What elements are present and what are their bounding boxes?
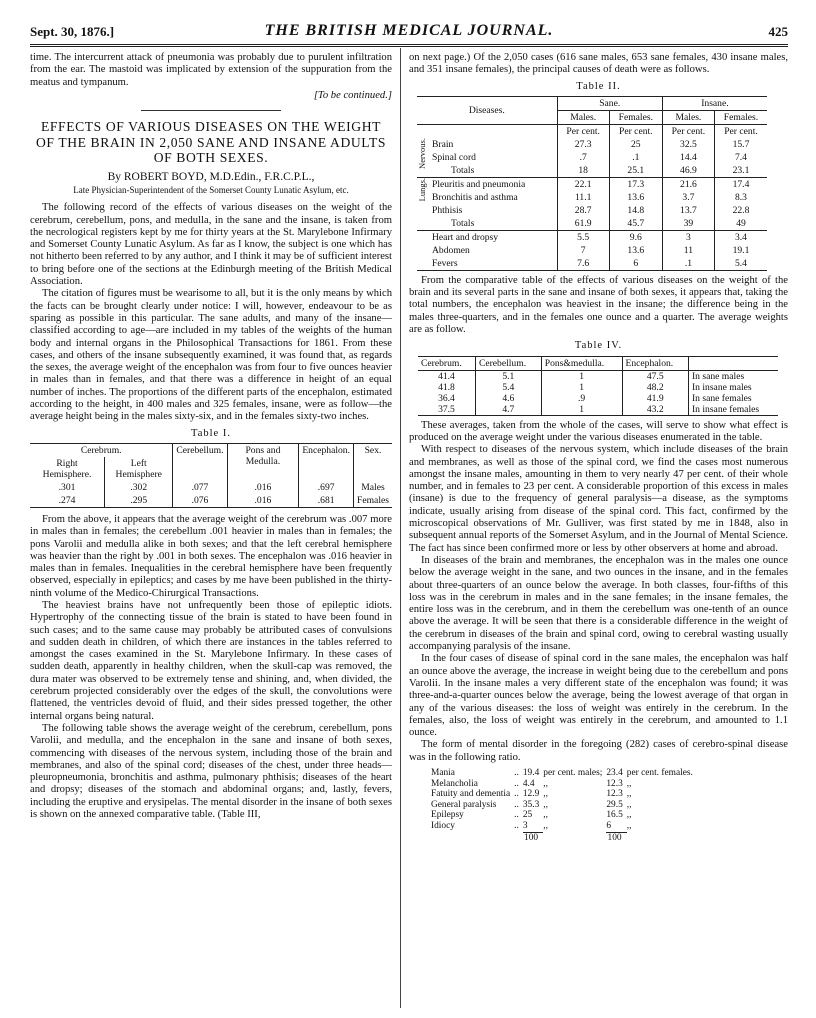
continued-paragraph: time. The intercurrent attack of pneumonia was probably due to purulent infiltration from the ear. The mastoid was implicated by extension of the suppuration from the meatus and tympanum. (30, 52, 392, 88)
table-header: Females. (714, 110, 767, 124)
article-title: EFFECTS OF VARIOUS DISEASES ON THE WEIGHT OF THE BRAIN IN 2,050 SANE AND INSANE ADULTS OF BOTH SEXES. (35, 119, 387, 166)
table-cell: 28.7 (557, 204, 609, 217)
table-row (417, 230, 767, 244)
ratio-males: 4.4 (522, 778, 535, 789)
paragraph: In diseases of the brain and membranes, the encephalon was in the males one ounce below the average weight in the sane, and two ounces in the insane, and in the females about three-quarters of an ounce below the average. In both classes, four-fifths of this loss was in the cerebrum in males and in the sane females; in the insane females, the entire loss was in the cerebrum, and in them the cerebellum was one-tenth of an ounce above the average. It will be seen that there is a considerable difference in the weight of the cerebrum in diseases of the brain and spinal cord, owing to cerebral wasting usually accompanying paralysis of the insane. (409, 554, 788, 653)
table-cell: 36.4 (438, 392, 455, 404)
table-cell: 3.7 (662, 191, 714, 204)
paragraph: With respect to diseases of the nervous system, which include diseases of the brain and membranes, as well as those of the spinal cord, we find the cases most numerous amongst the insane males, amounting in them to very nearly 47 per cent. of their whole number, and in females to 23 per cent. A considerable proportion of this excess in males (insane) is due to the frequency of general paralysis—a disease, as the symptoms indicate, usually arising from disease of the spinal cord. This fact, confirmed by the microscopical observations of Mr. Gulliver, was first stated by me in 1848, also in subsequent annual reports of the Somerset Asylum, and in the Journal of Mental Science. The fact has since been confirmed more or less by other observers at home and abroad. (409, 444, 788, 554)
blank-cell (514, 832, 523, 843)
table-header: Encephalon. (299, 443, 354, 481)
table-cell: 13.6 (609, 244, 662, 257)
ratio-dots: .. (514, 767, 519, 778)
ratio-row (431, 810, 697, 821)
table-row (417, 138, 767, 151)
blank-cell (627, 832, 697, 843)
mental-disorder-ratio (431, 768, 697, 843)
table-cell: Females (354, 494, 393, 508)
table-cell: 13.7 (662, 204, 714, 217)
table-cell: 4.6 (475, 393, 541, 404)
ratio-label: ,, (626, 778, 632, 789)
table-cell: .7 (557, 151, 609, 164)
table-cell: 5.4 (475, 382, 541, 393)
ratio-females: 16.5 (606, 810, 623, 821)
table-row (417, 257, 767, 271)
ratio-dots: .. (514, 799, 519, 810)
ratio-row (431, 800, 697, 811)
table-cell: 47.5 (622, 370, 688, 382)
table-cell: 4.7 (475, 404, 541, 416)
table-cell: 17.4 (714, 177, 767, 191)
paragraph: The following record of the effects of various diseases on the weight of the cerebrum, cerebellum, pons, and medulla, in the sane and the insane, is taken from the necrological registers kept by me for thirty years at the St. Marylebone Infirmary and Somerset County Lunatic Asylum. As far as I know, the subject is one which has not hitherto been referred to by any author, and I think it may be of sufficient interest to bring before one of the sections at the Edinburgh meeting of the British Medical Association. (30, 202, 392, 288)
table-cell: 1 (541, 382, 622, 393)
table-cell: In sane males (688, 370, 778, 382)
table-row (417, 217, 767, 231)
table-row (30, 494, 392, 508)
paragraph: These averages, taken from the whole of the cases, will serve to show what effect is produced on the average weight under the various diseases enumerated in the table. (409, 419, 788, 443)
table-cell: .9 (541, 393, 622, 404)
ratio-row (431, 768, 697, 779)
ratio-label: ,, (543, 820, 548, 831)
blank-cell (543, 832, 606, 843)
table-cell: 21.6 (662, 177, 714, 191)
table-cell: 3 (662, 230, 714, 244)
table-cell: Males (354, 481, 393, 494)
table-header: Cerebellum. (475, 356, 541, 370)
ratio-label: ,, (543, 810, 548, 821)
page-header (30, 20, 788, 42)
table-cell: 32.5 (662, 138, 714, 151)
header-rule (30, 44, 788, 47)
table-cell: 1 (541, 370, 622, 382)
disease-name: Bronchitis and asthma (432, 191, 518, 203)
to-be-continued: [To be continued.] (313, 89, 392, 101)
table-row (418, 393, 778, 404)
group-label (417, 138, 429, 178)
table-cell: 41.4 (438, 370, 455, 382)
ratio-females: 12.3 (606, 789, 623, 800)
ratio-males: 35.3 (522, 799, 540, 810)
ratio-label: ,, (626, 799, 632, 810)
disease-name: Phthisis (432, 204, 463, 216)
table-cell: 5.4 (714, 257, 767, 271)
ratio-name: Mania (431, 767, 455, 778)
table-header: Cerebellum. (173, 443, 227, 481)
table-row (30, 481, 392, 494)
ratio-total-row (431, 832, 697, 843)
blank-cell (417, 124, 557, 138)
table-header: Cerebrum. (418, 356, 475, 370)
table-row (417, 244, 767, 257)
table-cell: 41.9 (622, 393, 688, 404)
table-cell: .301 (58, 481, 76, 493)
table-cell: 22.1 (557, 177, 609, 191)
disease-name: Spinal cord (432, 151, 476, 163)
ratio-total: 100 (606, 832, 626, 843)
ratio-females: 12.3 (606, 778, 623, 789)
table-cell: 43.2 (622, 404, 688, 416)
ratio-name: General paralysis (431, 799, 497, 810)
table-header: Females. (609, 110, 662, 124)
paragraph: The heaviest brains have not unfrequently been those of epileptic idiots. Hypertrophy of the connecting tissue of the brain is stated to have been found in such cases; and to the same cause may probably be attributed cases of convulsions and sudden death in children, of which there are instances in the tables referred to amongst the cases examined in the St. Marylebone Infirmary. In these cases of sudden death, apparently in healthy children, when the skull-cap was removed, the dura mater was observed to be extremely tense and shining, and, when divided, the cerebrum projected considerably over the edges of the skull, the convolutions were flattened, the ventricles devoid of fluid, and their sides pressed together, the other internal organs being natural. (30, 600, 392, 722)
ratio-label: per cent. females. (626, 767, 693, 778)
table-cell: 27.3 (557, 138, 609, 151)
table-header: Encephalon. (622, 356, 688, 370)
table-2-caption: Table II. (576, 80, 621, 92)
table-cell: .681 (299, 494, 354, 508)
table-row (418, 370, 778, 382)
table-cell: 15.7 (714, 138, 767, 151)
disease-name: Abdomen (432, 244, 470, 256)
table-cell: .697 (299, 481, 354, 494)
table-row (418, 404, 778, 416)
table-cell: .274 (58, 494, 76, 506)
paragraph: The following table shows the average weight of the cerebrum, cerebellum, pons Varolii, and medulla, and the encephalon in the sane and insane of both sexes, commencing with diseases of the nervous system, including those of the brain and membranes, and also of the spinal cord; diseases of the chest, under three heads—pleuropneumonia, bronchitis and asthma, pulmonary phthisis; diseases of the heart and dropsy; diseases of the stomach and abdominal organs; and, lastly, fevers, including the eruptive and erysipelas. The mental disorder in the insane of both sexes is shown on the annexed comparative table. (Table III, (30, 722, 392, 821)
table-cell: 6 (609, 257, 662, 271)
table-cell: 61.9 (557, 217, 609, 231)
table-cell: 39 (662, 217, 714, 231)
table-cell: 45.7 (609, 217, 662, 231)
author-byline: By ROBERT BOYD, M.D.Edin., F.R.C.P.L., (107, 170, 315, 183)
table-cell: .1 (662, 257, 714, 271)
ratio-name: Epilepsy (431, 810, 464, 821)
table-cell: 11 (662, 244, 714, 257)
paragraph: From the comparative table of the effects of various diseases on the weight of the brain and its several parts in the sane and insane of both sexes, it appears that, taking the total numbers, the encephalon was heaviest in the insane; the difference being in the males three-quarters, and in the females one ounce and a quarter. The average weights are as follow. (409, 274, 788, 336)
table-header: Cerebrum. (80, 444, 122, 456)
table-header: Males. (557, 110, 609, 124)
table-cell: .076 (173, 494, 227, 508)
ratio-total: 100 (523, 832, 543, 843)
table-cell: In sane females (688, 393, 778, 404)
group-label-text: Lungs. (417, 177, 427, 202)
table-header (688, 356, 778, 370)
paragraph: The form of mental disorder in the foregoing (282) cases of cerebro-spinal disease was in the following ratio. (409, 739, 788, 763)
blank-cell (417, 230, 429, 244)
per-cent-label: Per cent. (714, 124, 767, 138)
table-cell: .1 (609, 151, 662, 164)
ratio-dots: .. (514, 778, 519, 789)
table-cell: .302 (105, 481, 173, 494)
ratio-label: per cent. males; (543, 767, 603, 778)
section-rule (141, 110, 281, 111)
table-header: Insane. (662, 96, 767, 110)
ratio-row (431, 789, 697, 800)
author-affiliation: Late Physician-Superintendent of the Somerset County Lunatic Asylum, etc. (73, 184, 349, 195)
table-cell: .016 (227, 494, 299, 508)
table-header: Diseases. (468, 104, 505, 116)
group-label (417, 177, 429, 230)
table-row (417, 164, 767, 178)
table-header: Males. (662, 110, 714, 124)
table-row (418, 382, 778, 393)
table-cell: 14.8 (609, 204, 662, 217)
table-cell: 11.1 (557, 191, 609, 204)
table-header: Sane. (557, 96, 662, 110)
table-cell: 37.5 (438, 403, 455, 415)
paragraph: In the four cases of disease of spinal cord in the sane males, the encephalon was half an ounce above the average, the increase in weight being due to the cerebellum and pons Varolii. In the insane males a very different state of the encephalon was found; it was three-and-a-quarter ounces below the average, being the lowest average of that organ in any of the various diseases: the loss of weight was entirely in the cerebrum. In the females, also, the loss of weight was entirely in the cerebrum, and amounted to 1.1 ounce. (409, 653, 788, 739)
left-column (30, 52, 392, 821)
table-cell: 22.8 (714, 204, 767, 217)
table-row (417, 124, 767, 138)
table-cell: 7 (557, 244, 609, 257)
ratio-label: ,, (543, 778, 548, 789)
issue-date: Sept. 30, 1876.] (30, 24, 115, 39)
table-1 (30, 443, 392, 508)
ratio-name: Fatuity and dementia (431, 789, 511, 800)
table-header: Sex. (354, 443, 393, 481)
table-cell: .077 (173, 481, 227, 494)
table-header: Pons&medulla. (541, 356, 622, 370)
table-row (417, 191, 767, 204)
table-row (417, 151, 767, 164)
table-cell: .295 (105, 494, 173, 508)
table-cell: 41.8 (438, 381, 455, 393)
ratio-males: 3 (522, 820, 528, 831)
table-cell: 5.1 (475, 370, 541, 382)
blank-cell (417, 257, 429, 271)
table-header: Left Hemisphere (105, 457, 173, 481)
ratio-label: ,, (543, 799, 548, 810)
group-label-text: Nervous. (417, 137, 427, 169)
table-cell: 49 (714, 217, 767, 231)
ratio-males: 19.4 (522, 767, 540, 778)
ratio-row (431, 779, 697, 790)
paragraph: From the above, it appears that the average weight of the cerebrum was .007 more in males than in females; the cerebellum .001 heavier in males than in females; the pons Varolii and medulla alike in both sexes; and that the left cerebral hemisphere was heavier than the right by .001 in both sexes. The encephalon was .016 heavier in males than in females. Inequalities in the cerebral hemisphere have been frequently observed, especially in epileptics; and cases by me have been published in the thirty-ninth volume of the Medico-Chirurgical Transactions. (30, 513, 392, 599)
table-row (417, 177, 767, 191)
per-cent-label: Per cent. (557, 124, 609, 138)
disease-name: Pleuritis and pneumonia (432, 178, 526, 190)
table-2 (417, 96, 767, 271)
disease-name: Brain (432, 138, 454, 150)
paragraph: on next page.) Of the 2,050 cases (616 sane males, 653 sane females, 430 insane males, and 351 insane females), the principal causes of death were as follows. (409, 52, 788, 76)
table-cell: 14.4 (662, 151, 714, 164)
ratio-dots: .. (514, 789, 519, 800)
ratio-label: ,, (543, 789, 548, 800)
table-cell: 23.1 (714, 164, 767, 178)
table-cell: 19.1 (714, 244, 767, 257)
ratio-name: Idiocy (431, 820, 455, 831)
ratio-males: 12.9 (522, 789, 540, 800)
disease-name: Totals (451, 217, 475, 229)
disease-name: Heart and dropsy (432, 231, 499, 243)
table-cell: 3.4 (714, 230, 767, 244)
table-header: Right Hemisphere. (42, 457, 92, 480)
ratio-dots: .. (514, 820, 519, 831)
table-cell: 48.2 (622, 382, 688, 393)
ratio-males: 25 (522, 810, 533, 821)
table-cell: 7.4 (714, 151, 767, 164)
blank-cell (417, 244, 429, 257)
ratio-females: 6 (606, 820, 612, 831)
ratio-label: ,, (626, 810, 632, 821)
journal-title: THE BRITISH MEDICAL JOURNAL. (264, 22, 554, 39)
table-cell: 18 (557, 164, 609, 178)
table-4 (418, 356, 778, 416)
table-cell: 8.3 (714, 191, 767, 204)
column-divider (400, 48, 401, 1008)
disease-name: Fevers (432, 257, 458, 269)
table-cell: In insane females (688, 404, 778, 416)
table-cell: 46.9 (662, 164, 714, 178)
ratio-females: 23.4 (606, 767, 623, 778)
table-cell: 13.6 (609, 191, 662, 204)
paragraph: The citation of figures must be wearisome to all, but it is the only means by which the facts can be brought clearly under notice: I will, however, endeavour to be as sparing as possible in this particular. The sane adults, and many of the insane—classified according to age—are included in my tables of the weights of the human body and internal organs in the Philosophical Transactions for 1861. From these cases, and others of the insane subsequently examined, it was found that, as regards the sexes, the average weight of the encephalon was from four to five ounces heavier in males than in females, and that there was a difference in height of an equal number of inches. The proportions of the different parts of the encephalon, estimated according to the height, in 400 males and 325 females, insane, were as follow—the average height being in the males sixty-six, and in the females sixty-two inches. (30, 288, 392, 423)
per-cent-label: Per cent. (662, 124, 714, 138)
ratio-dots: .. (514, 810, 519, 821)
table-cell: 7.6 (557, 257, 609, 271)
right-column (409, 52, 788, 843)
blank-cell (431, 832, 514, 843)
ratio-label: ,, (626, 789, 632, 800)
table-cell: .016 (227, 481, 299, 494)
disease-name: Totals (451, 164, 475, 176)
table-cell: 9.6 (609, 230, 662, 244)
ratio-name: Melancholia (431, 778, 478, 789)
table-1-caption: Table I. (191, 427, 231, 439)
ratio-females: 29.5 (606, 799, 623, 810)
table-cell: 17.3 (609, 177, 662, 191)
table-4-caption: Table IV. (574, 340, 623, 352)
page-number: 425 (768, 24, 788, 39)
table-cell: 25.1 (609, 164, 662, 178)
ratio-row (431, 821, 697, 832)
per-cent-label: Per cent. (609, 124, 662, 138)
table-row (417, 204, 767, 217)
table-cell: 5.5 (557, 230, 609, 244)
table-header: Pons and Medulla. (227, 443, 299, 481)
table-cell: 1 (541, 404, 622, 416)
ratio-label: ,, (626, 820, 632, 831)
table-cell: 25 (609, 138, 662, 151)
table-cell: In insane males (688, 382, 778, 393)
